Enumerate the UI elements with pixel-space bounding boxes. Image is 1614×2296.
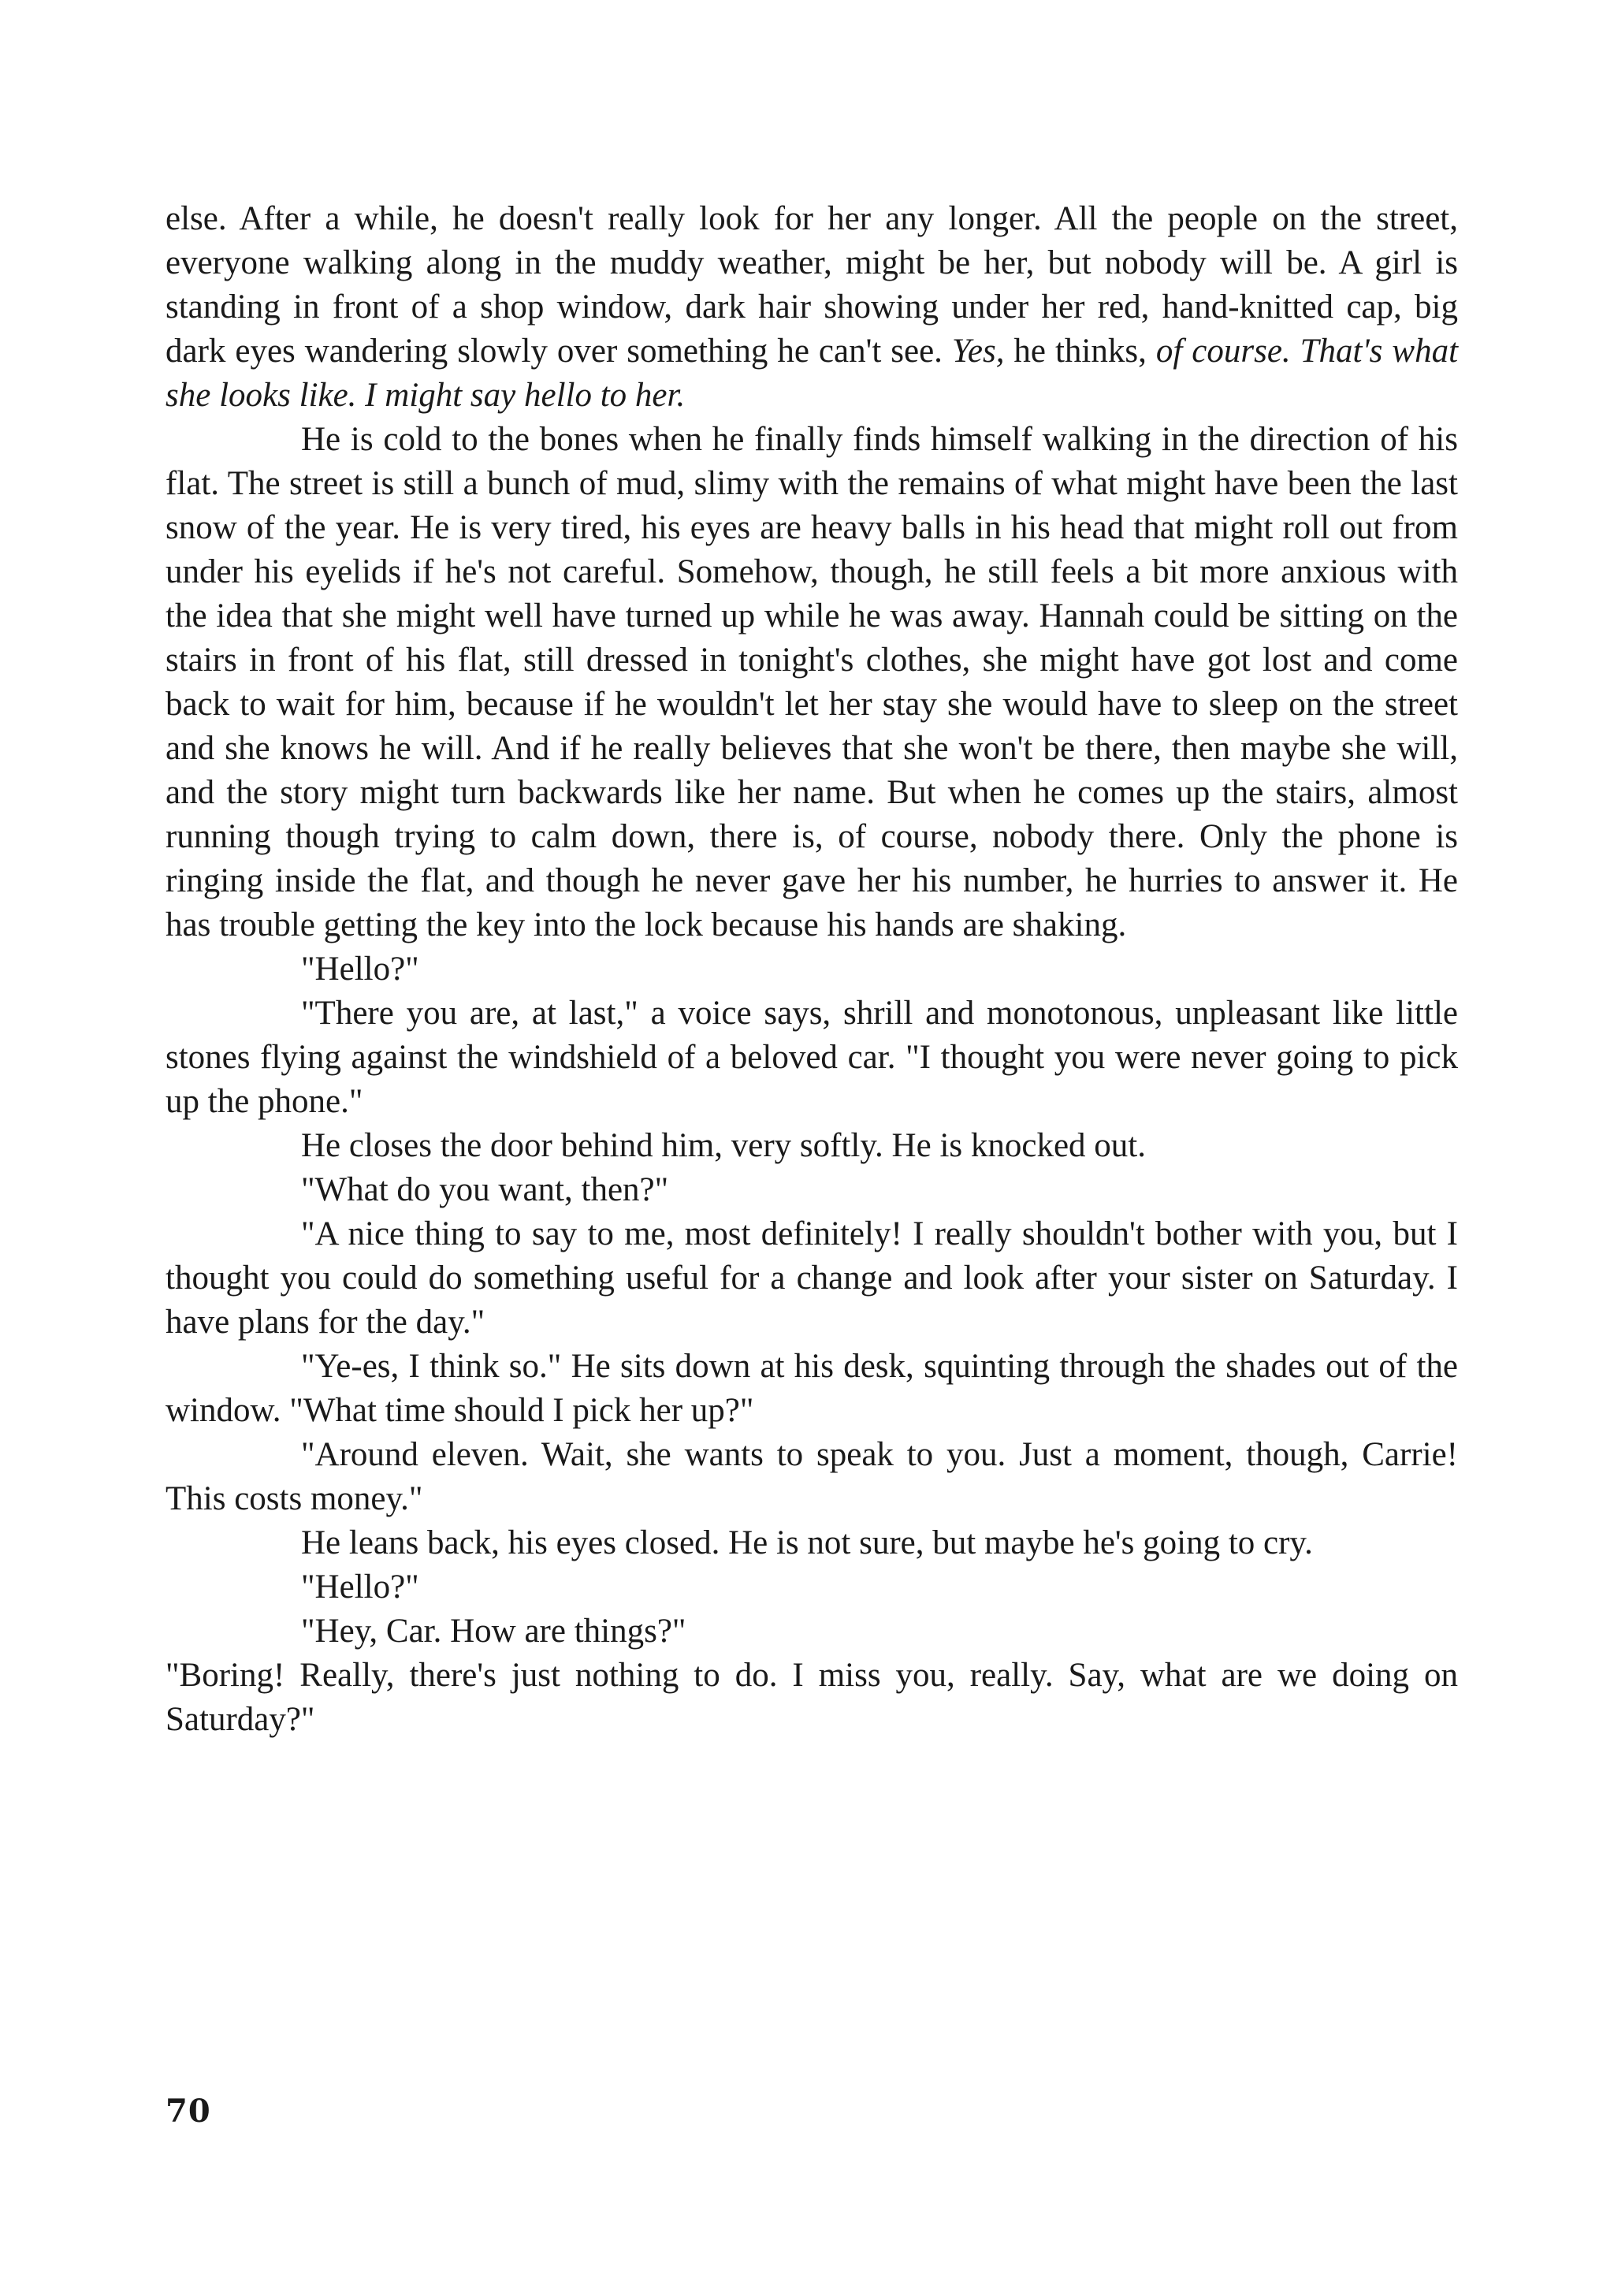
paragraph-8: "Ye-es, I think so." He sits down at his desk, squinting through the shades out of the window. "What time should I pick her up?": [165, 1348, 1458, 1429]
paragraph-1-he-thinks: he thinks,: [1004, 333, 1156, 370]
paragraph-1-italic-yes: Yes,: [951, 333, 1005, 370]
page-number: 70: [165, 2093, 211, 2130]
paragraph-4: "There you are, at last," a voice says, shrill and monotonous, unpleasant like little stones flying against the windshield of a beloved car. "I thought you were never going to pick up the phone.": [165, 995, 1458, 1120]
paragraph-1: [165, 197, 1458, 418]
paragraph-1-text: else. After a while, he doesn't really look for her any longer. All the people on the street, everyone walking along in the muddy weather, might be her, but nobody will be. A girl is standing in front of a shop window, dark hair showing under her red, hand-knitted cap, big dark eyes wandering slowly over something he can't see.: [165, 200, 1458, 370]
paragraph-10: He leans back, his eyes closed. He is not sure, but maybe he's going to cry.: [301, 1524, 1313, 1561]
paragraph-13: "Boring! Really, there's just nothing to do. I miss you, really. Say, what are we doing on Saturday?": [165, 1657, 1458, 1738]
paragraph-3: "Hello?": [301, 951, 419, 988]
paragraph-1-italic-thought: of course. That's what she looks like. I might say hello to her.: [165, 333, 1459, 414]
paragraph-7: "A nice thing to say to me, most definitely! I really shouldn't bother with you, but I thought you could do something useful for a change and look after your sister on Saturday. I have plans for the day.": [165, 1215, 1458, 1341]
paragraph-12: "Hey, Car. How are things?": [301, 1613, 686, 1650]
paragraph-9: "Around eleven. Wait, she wants to speak to you. Just a moment, though, Carrie! This costs money.": [165, 1436, 1458, 1517]
paragraph-5: He closes the door behind him, very softly. He is knocked out.: [301, 1127, 1146, 1164]
book-page-text: [165, 197, 1458, 1742]
paragraph-2: He is cold to the bones when he finally finds himself walking in the direction of his flat. The street is still a bunch of mud, slimy with the remains of what might have been the last snow of the year. He is very tired, his eyes are heavy balls in his head that might roll out from under his eyelids if he's not careful. Somehow, though, he still feels a bit more anxious with the idea that she might well have turned up while he was away. Hannah could be sitting on the stairs in front of his flat, still dressed in tonight's clothes, she might have got lost and come back to wait for him, because if he wouldn't let her stay she would have to sleep on the street and she knows he will. And if he really believes that she won't be there, then maybe she will, and the story might turn backwards like her name. But when he comes up the stairs, almost running though trying to calm down, there is, of course, nobody there. Only the phone is ringing inside the flat, and though he never gave her his number, he hurries to answer it. He has trouble getting the key into the lock because his hands are shaking.: [165, 421, 1458, 943]
paragraph-6: "What do you want, then?": [301, 1171, 669, 1208]
paragraph-11: "Hello?": [301, 1568, 419, 1606]
